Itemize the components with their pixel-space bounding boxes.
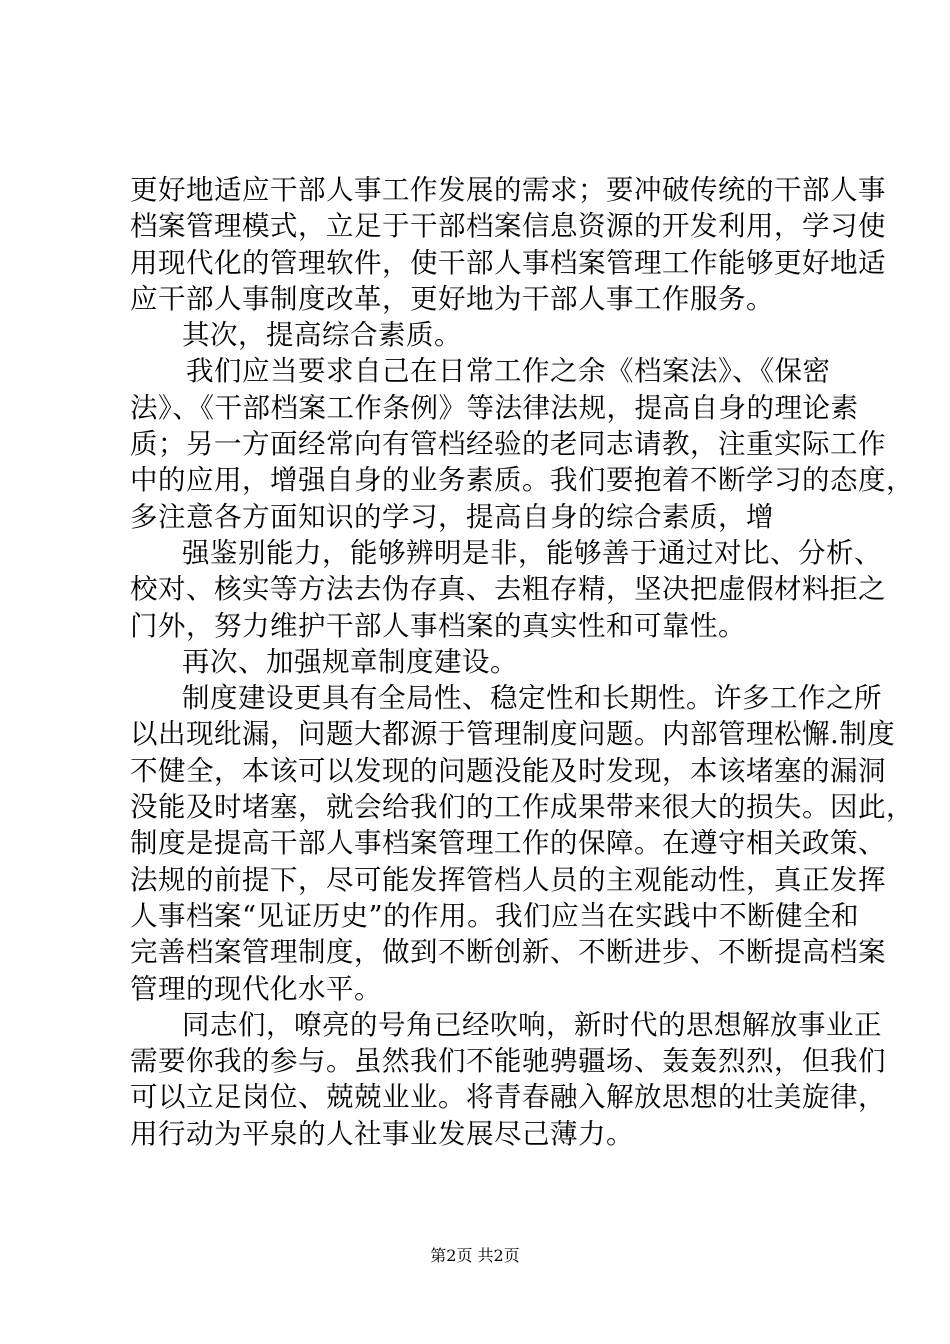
text-line: 完善档案管理制度，做到不断创新、不断进步、不断提高档案 (130, 936, 886, 969)
page-number-footer: 第2页 共2页 (430, 1246, 520, 1265)
text-line: 更好地适应干部人事工作发展的需求；要冲破传统的干部人事 (130, 174, 886, 206)
text-line: 档案管理模式，立足于干部档案信息资源的开发利用，学习使 (130, 210, 886, 243)
text-line: 不健全，本该可以发现的问题没能及时发现，本该堵塞的漏洞 (130, 754, 886, 787)
text-line: 我们应当要求自己在日常工作之余《档案法》、《保密 (186, 355, 831, 388)
text-line: 强鉴别能力，能够辨明是非，能够善于通过对比、分析、 (182, 536, 882, 569)
text-line: 门外，努力维护干部人事档案的真实性和可靠性。 (130, 609, 746, 642)
text-line: 没能及时堵塞，就会给我们的工作成果带来很大的损失。因此， (130, 791, 914, 824)
text-line: 制度建设更具有全局性、稳定性和长期性。许多工作之所 (182, 682, 882, 715)
text-line: 用现代化的管理软件，使干部人事档案管理工作能够更好地适 (130, 246, 886, 279)
text-line: 中的应用，增强自身的业务素质。我们要抱着不断学习的态度， (130, 464, 914, 497)
section-heading: 其次，提高综合素质。 (182, 319, 462, 352)
text-line: 应干部人事制度改革，更好地为干部人事工作服务。 (130, 282, 774, 315)
text-line: 质；另一方面经常向有管档经验的老同志请教，注重实际工作 (130, 428, 886, 461)
text-line: 人事档案“见证历史”的作用。我们应当在实践中不断健全和 (130, 899, 860, 932)
text-line: 制度是提高干部人事档案管理工作的保障。在遵守相关政策、 (130, 827, 886, 860)
document-body (130, 172, 914, 1152)
text-line: 多注意各方面知识的学习，提高自身的综合素质，增 (130, 500, 774, 533)
text-line: 校对、核实等方法去伪存真、去粗存精，坚决把虚假材料拒之 (130, 573, 886, 606)
text-line: 可以立足岗位、兢兢业业。将青春融入解放思想的壮美旋律， (130, 1081, 886, 1114)
section-heading: 再次、加强规章制度建设。 (182, 645, 518, 678)
text-line: 同志们，嘹亮的号角已经吹响，新时代的思想解放事业正 (182, 1008, 882, 1041)
text-line: 管理的现代化水平。 (130, 972, 382, 1005)
text-line: 需要你我的参与。虽然我们不能驰骋疆场、轰轰烈烈，但我们 (130, 1045, 886, 1078)
text-line: 以出现纰漏，问题大都源于管理制度问题。内部管理松懈.制度 (130, 718, 896, 751)
text-line: 法》、《干部档案工作条例》等法律法规，提高自身的理论素 (130, 391, 859, 424)
text-line: 用行动为平泉的人社事业发展尽己薄力。 (130, 1117, 634, 1150)
text-line: 法规的前提下，尽可能发挥管档人员的主观能动性，真正发挥 (130, 863, 886, 896)
